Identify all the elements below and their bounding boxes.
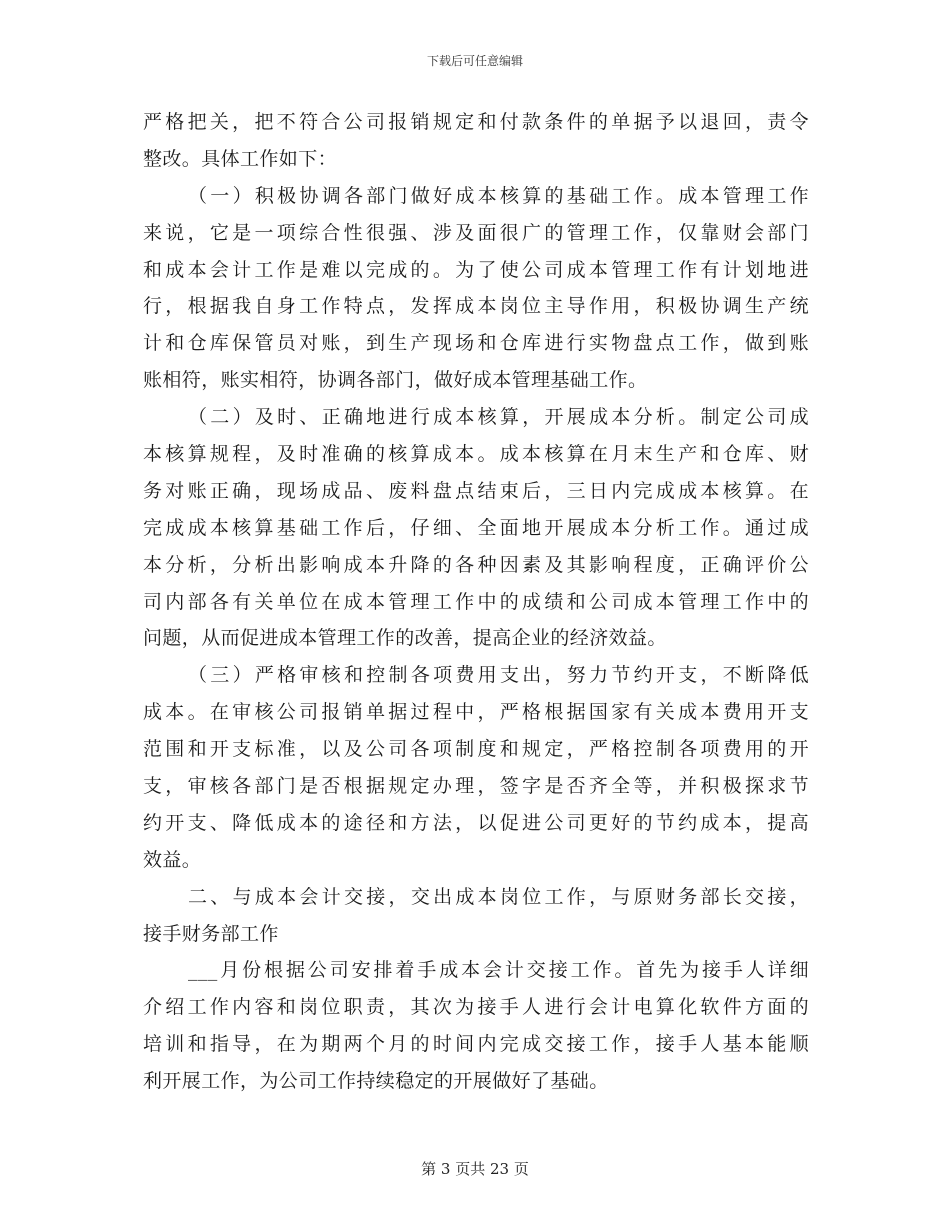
body-line: 账相符，账实相符，协调各部门，做好成本管理基础工作。: [143, 369, 648, 392]
body-line: 本分析，分析出影响成本升降的各种因素及其影响程度，正确评价公: [143, 553, 809, 576]
document-body: [143, 104, 809, 1100]
body-line: 介绍工作内容和岗位职责，其次为接手人进行会计电算化软件方面的: [143, 996, 809, 1019]
body-line: 本核算规程，及时准确的核算成本。成本核算在月末生产和仓库、财: [143, 443, 809, 466]
section-heading-line: （三）严格审核和控制各项费用支出，努力节约开支，不断降低: [188, 664, 809, 687]
body-line: 计和仓库保管员对账，到生产现场和仓库进行实物盘点工作，做到账: [143, 332, 809, 355]
body-line: 约开支、降低成本的途径和方法，以促进公司更好的节约成本，提高: [143, 811, 809, 834]
body-line: 成本。在审核公司报销单据过程中，严格根据国家有关成本费用开支: [143, 701, 809, 724]
body-line: 接手财务部工作: [143, 922, 279, 945]
page-header-note: 下载后可任意编辑: [426, 54, 523, 68]
body-line: 效益。: [143, 848, 202, 871]
body-line: 范围和开支标准，以及公司各项制度和规定，严格控制各项费用的开: [143, 738, 809, 761]
body-line: 务对账正确，现场成品、废料盘点结束后，三日内完成成本核算。在: [143, 479, 809, 502]
section-heading-line: 二、与成本会计交接，交出成本岗位工作，与原财务部长交接，: [188, 885, 809, 908]
body-line: 司内部各有关单位在成本管理工作中的成绩和公司成本管理工作中的: [143, 590, 809, 613]
body-line: 严格把关，把不符合公司报销规定和付款条件的单据予以退回，责令: [143, 111, 809, 133]
page-number-footer: 第 3 页共 23 页: [421, 1160, 529, 1178]
body-line: 问题，从而促进成本管理工作的改善，提高企业的经济效益。: [143, 627, 667, 650]
section-heading-line: （二）及时、正确地进行成本核算，开展成本分析。制定公司成: [188, 406, 809, 429]
body-line: 利开展工作，为公司工作持续稳定的开展做好了基础。: [143, 1070, 609, 1093]
body-line: 整改。具体工作如下：: [143, 147, 338, 170]
body-line: 培训和指导，在为期两个月的时间内完成交接工作，接手人基本能顺: [143, 1033, 809, 1056]
body-line: 行，根据我自身工作特点，发挥成本岗位主导作用，积极协调生产统: [143, 295, 809, 318]
body-line: ___月份根据公司安排着手成本会计交接工作。首先为接手人详细: [188, 959, 809, 982]
body-line: 和成本会计工作是难以完成的。为了使公司成本管理工作有计划地进: [143, 258, 809, 281]
body-line: 来说，它是一项综合性很强、涉及面很广的管理工作，仅靠财会部门: [143, 221, 809, 244]
body-line: 完成成本核算基础工作后，仔细、全面地开展成本分析工作。通过成: [143, 516, 809, 539]
body-line: 支，审核各部门是否根据规定办理，签字是否齐全等，并积极探求节: [143, 775, 809, 798]
section-heading-line: （一）积极协调各部门做好成本核算的基础工作。成本管理工作: [188, 184, 809, 207]
